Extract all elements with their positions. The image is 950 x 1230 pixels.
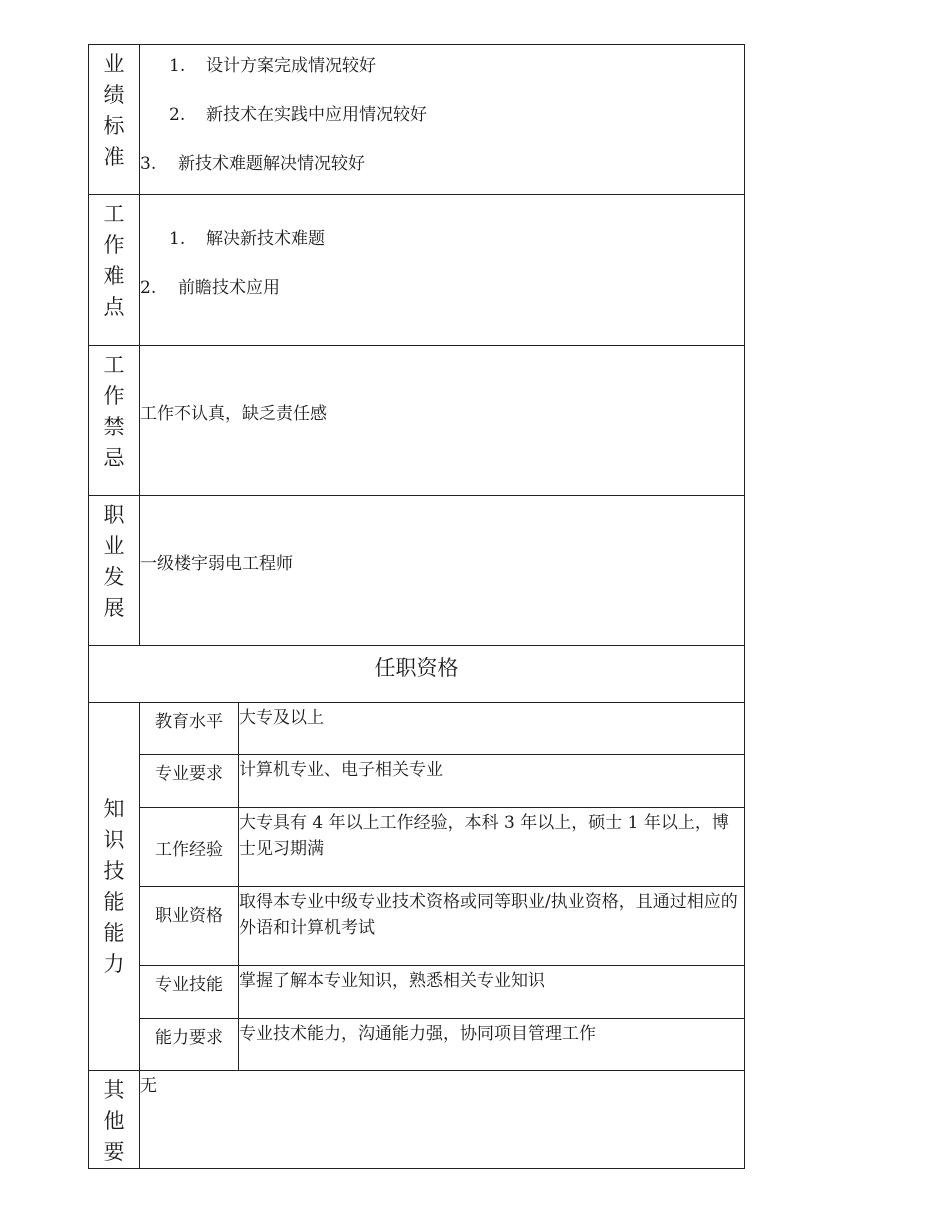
list-item: 1. 解决新技术难题 (169, 229, 325, 249)
table-row (89, 703, 745, 755)
qualification-title: 任职资格 (89, 646, 745, 703)
work-taboo-content (140, 346, 745, 496)
knowledge-skills-label: 知 识 技 能 能 力 (89, 703, 140, 1071)
work-difficulty-row (89, 195, 745, 346)
skills-value: 掌握了解本专业知识，熟悉相关专业知识 (239, 966, 745, 1019)
ability-label: 能力要求 (140, 1019, 239, 1071)
work-difficulty-label: 工 作 难 点 (89, 195, 140, 346)
other-requirements-label: 其 他 要 (89, 1071, 140, 1169)
table-row (89, 808, 745, 887)
work-difficulty-content (140, 195, 745, 346)
table-row (89, 755, 745, 808)
list-item: 1. 设计方案完成情况较好 (169, 56, 376, 76)
performance-standard-label: 业 绩 标 准 (89, 45, 140, 195)
table-row (89, 966, 745, 1019)
list-item: 2. 前瞻技术应用 (140, 278, 280, 298)
table-row (89, 1019, 745, 1071)
ability-value: 专业技术能力，沟通能力强，协同项目管理工作 (239, 1019, 745, 1071)
job-description-table (88, 44, 745, 1169)
other-requirements-row (89, 1071, 745, 1169)
qualification-header-row (89, 646, 745, 703)
skills-label: 专业技能 (140, 966, 239, 1019)
career-development-label: 职 业 发 展 (89, 496, 140, 646)
major-value: 计算机专业、电子相关专业 (239, 755, 745, 808)
career-development-content (140, 496, 745, 646)
list-item: 2. 新技术在实践中应用情况较好 (169, 105, 427, 125)
experience-label: 工作经验 (140, 808, 239, 887)
certification-value: 取得本专业中级专业技术资格或同等职业/执业资格，且通过相应的外语和计算机考试 (239, 887, 745, 966)
work-taboo-label: 工 作 禁 忌 (89, 346, 140, 496)
experience-value: 大专具有 4 年以上工作经验，本科 3 年以上，硕士 1 年以上，博士见习期满 (239, 808, 745, 887)
work-taboo-text: 工作不认真，缺乏责任感 (140, 404, 327, 424)
career-development-text: 一级楼宇弱电工程师 (140, 554, 293, 574)
education-label: 教育水平 (140, 703, 239, 755)
major-label: 专业要求 (140, 755, 239, 808)
career-development-row (89, 496, 745, 646)
work-taboo-row (89, 346, 745, 496)
other-requirements-text: 无 (140, 1071, 745, 1169)
education-value: 大专及以上 (239, 703, 745, 755)
performance-standard-content (140, 45, 745, 195)
certification-label: 职业资格 (140, 887, 239, 966)
table-row (89, 887, 745, 966)
performance-standard-row (89, 45, 745, 195)
list-item: 3. 新技术难题解决情况较好 (140, 154, 365, 174)
